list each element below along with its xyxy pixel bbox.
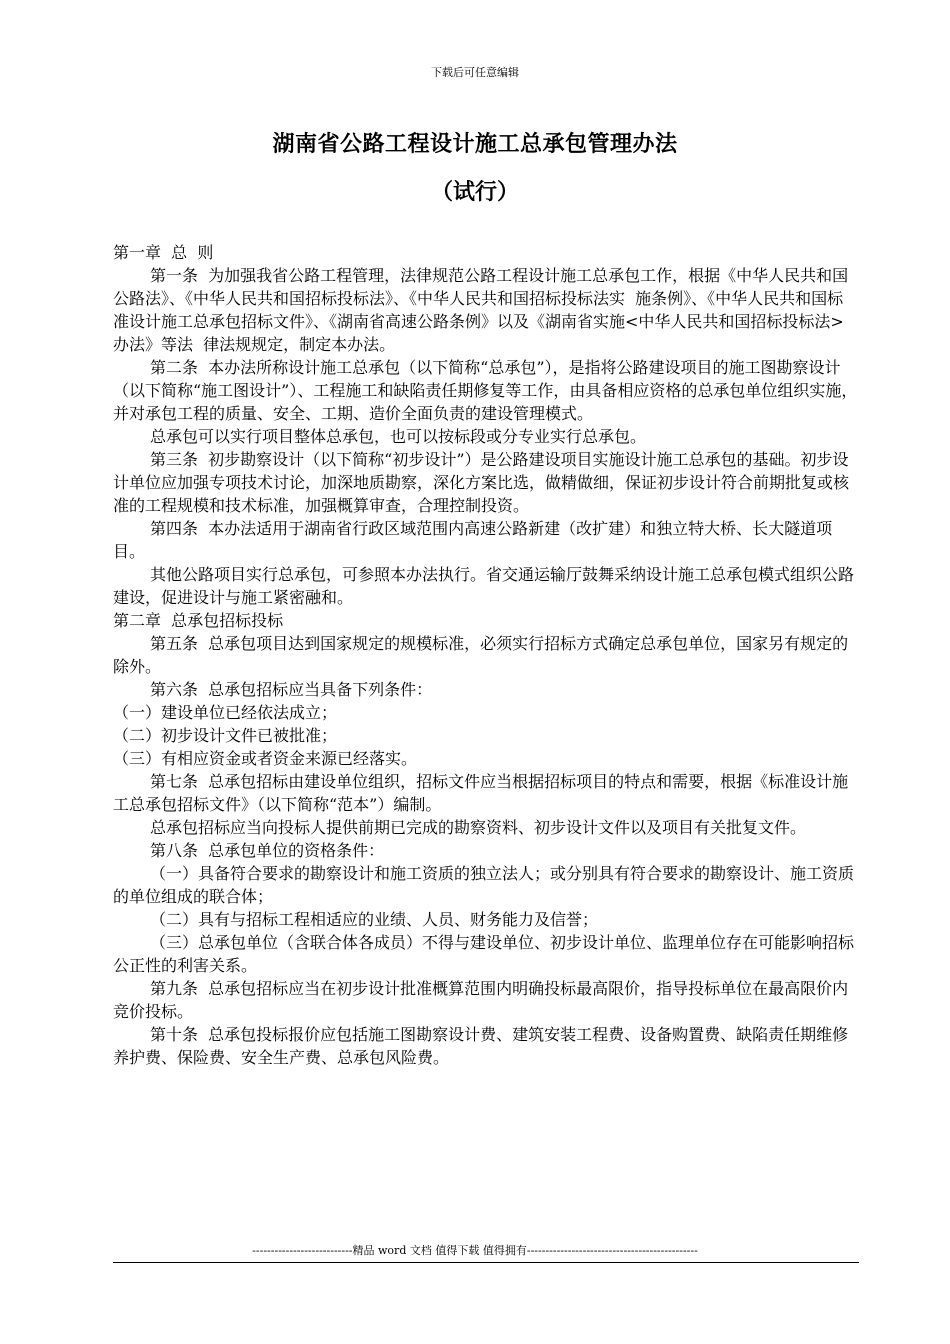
article-paragraph: 总承包可以实行项目整体总承包，也可以按标段或分专业实行总承包。 (150, 427, 647, 446)
article-paragraph: 第四条 本办法适用于湖南省行政区域范围内高速公路新建（改扩建）和独立特大桥、长大隧道项目。 (113, 519, 833, 561)
article-paragraph: 第十条 总承包投标报价应包括施工图勘察设计费、建筑安装工程费、设备购置费、缺陷责任期维修养护费、保险费、安全生产费、总承包风险费。 (113, 1025, 849, 1067)
list-item: （三）有相应资金或者资金来源已经落实。 (113, 749, 418, 768)
document-subtitle: （试行） (430, 179, 519, 205)
article-paragraph: 第九条 总承包招标应当在初步设计批准概算范围内明确投标最高限价，指导投标单位在最高限价内竞价投标。 (113, 979, 849, 1021)
article-paragraph: 第六条 总承包招标应当具备下列条件： (150, 680, 433, 699)
article-paragraph: 其他公路项目实行总承包，可参照本办法执行。省交通运输厅鼓舞采纳设计施工总承包模式组织公路建设，促进设计与施工紧密融和。 (113, 565, 855, 607)
article-paragraph: 第八条 总承包单位的资格条件： (150, 841, 385, 860)
document-title: 湖南省公路工程设计施工总承包管理办法 (272, 131, 678, 157)
list-item: （一）建设单位已经依法成立； (113, 703, 338, 722)
footer-divider (113, 1262, 859, 1263)
chapter-heading: 第二章 总承包招标投标 (113, 611, 284, 630)
article-paragraph: 第七条 总承包招标由建设单位组织，招标文件应当根据招标项目的特点和需要，根据《标准设计施工总承包招标文件》（以下简称“范本”）编制。 (113, 772, 849, 814)
chapter-heading: 第一章 总 则 (113, 243, 214, 262)
list-item: （三）总承包单位（含联合体各成员）不得与建设单位、初步设计单位、监理单位存在可能影响招标公正性的利害关系。 (113, 933, 855, 975)
article-paragraph: 第一条 为加强我省公路工程管理，法律规范公路工程设计施工总承包工作，根据《中华人民共和国公路法》、《中华人民共和国招标投标法》、《中华人民共和国招标投标法实 施条例》、《中华人民共和国标准设计施工总承包招标文件》、《湖南省高速公路条例》以及《湖南省实施<中华人民共和国招标投标法>办法》等法 律法规规定，制定本办法。 (113, 266, 849, 354)
page-footer-note: ---------------------------精品 word 文档 值得下载 值得拥有---------------------------------------------- (252, 1244, 698, 1257)
article-paragraph: 总承包招标应当向投标人提供前期已完成的勘察资料、初步设计文件以及项目有关批复文件。 (150, 818, 807, 837)
list-item: （二）初步设计文件已被批准； (113, 726, 338, 745)
list-item: （二）具有与招标工程相适应的业绩、人员、财务能力及信誉； (150, 910, 599, 929)
list-item: （一）具备符合要求的勘察设计和施工资质的独立法人；或分别具有符合要求的勘察设计、施工资质的单位组成的联合体； (113, 864, 855, 906)
article-paragraph: 第五条 总承包项目达到国家规定的规模标准，必须实行招标方式确定总承包单位，国家另有规定的除外。 (113, 634, 849, 676)
article-paragraph: 第二条 本办法所称设计施工总承包（以下简称“总承包”），是指将公路建设项目的施工图勘察设计（以下简称“施工图设计”）、工程施工和缺陷责任期修复等工作，由具备相应资格的总承包单位组织实施，并对承包工程的质量、安全、工期、造价全面负责的建设管理模式。 (113, 358, 858, 423)
page-header-note: 下载后可任意编辑 (431, 66, 519, 79)
article-paragraph: 第三条 初步勘察设计（以下简称“初步设计”）是公路建设项目实施设计施工总承包的基础。初步设计单位应加强专项技术讨论，加深地质勘察，深化方案比选，做精做细，保证初步设计符合前期批复或核准的工程规模和技术标准，加强概算审查，合理控制投资。 (113, 450, 850, 515)
document-body (113, 241, 859, 1069)
